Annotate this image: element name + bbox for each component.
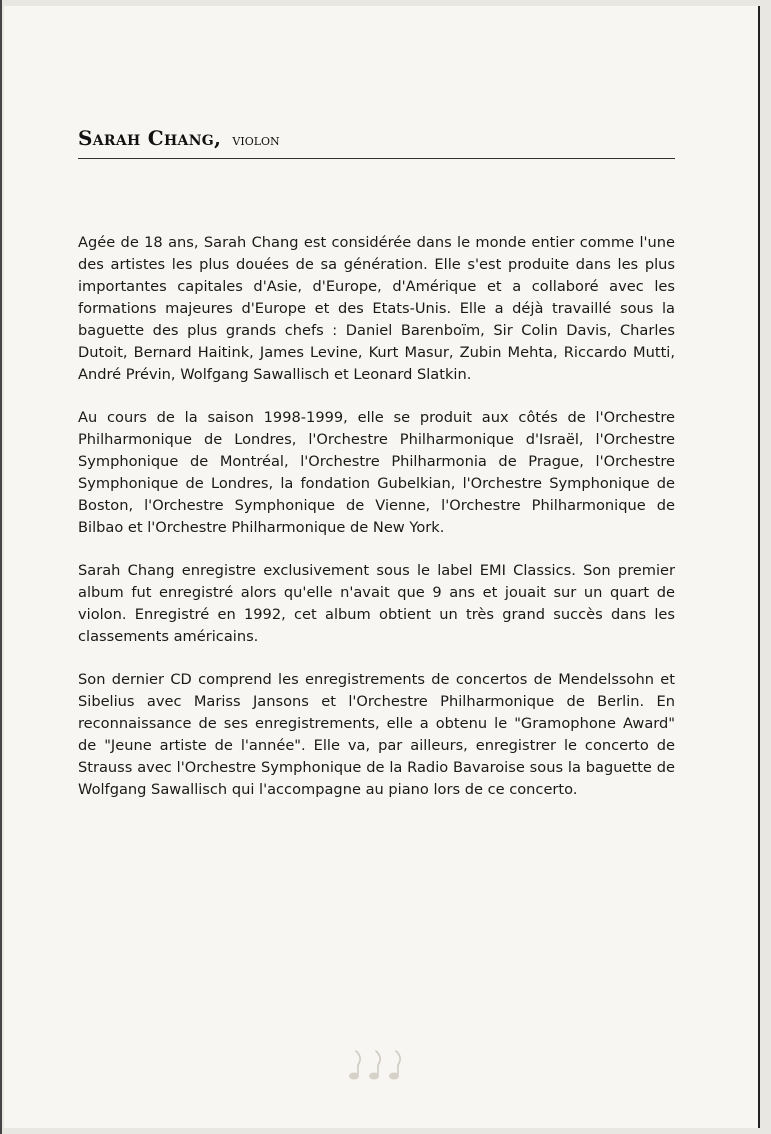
paragraph-season: Au cours de la saison 1998-1999, elle se produit aux côtés de l'Orchestre Philharmonique de Londres, l'Orchestre Philharmonique d'Israël, l'Orchestre Symphonique de Montréal, l'Orchestre Philharmonia de Prague, l'Orchestre Symphonique de Londres, la fondation Gubelkian, l'Orchestre Symphonique de Boston, l'Orchestre Symphonique de Vienne, l'Orchestre Philharmonique de Bilbao et l'Orchestre Philharmonique de New York. — [78, 409, 675, 536]
paragraph-intro: Agée de 18 ans, Sarah Chang est considérée dans le monde entier comme l'une des artistes les plus douées de sa génération. Elle s'est produite dans les plus importantes capitales d'Asie, d'Europe, d'Amérique et a collaboré avec les formations majeures d'Europe et des Etats-Unis. Elle a déjà travaillé sous la baguette des plus grands chefs : Daniel Barenboïm, Sir Colin Davis, Charles Dutoit, Bernard Haitink, James Levine, Kurt Masur, Zubin Mehta, Riccardo Mutti, André Prévin, Wolfgang Sawallisch et Leonard Slatkin. — [78, 234, 675, 383]
paragraph-recordings: Sarah Chang enregistre exclusivement sous le label EMI Classics. Son premier album fut enregistré alors qu'elle n'avait que 9 ans et jouait sur un quart de violon. Enregistré en 1992, cet album obtient un très grand succès dans les classements américains. — [78, 562, 675, 645]
biography-body — [78, 232, 675, 822]
music-notes-ornament-icon — [338, 1045, 414, 1085]
scan-edge — [0, 0, 2, 1134]
biography-header — [78, 126, 675, 159]
artist-name: Sarah Chang, — [78, 126, 222, 150]
artist-instrument: violon — [232, 131, 280, 149]
paragraph-latest-cd: Son dernier CD comprend les enregistrements de concertos de Mendelssohn et Sibelius avec Mariss Jansons et l'Orchestre Philharmonique de Berlin. En reconnaissance de ses enregistrements, elle a obtenu le "Gramophone Award" de "Jeune artiste de l'année". Elle va, par ailleurs, enregistrer le concerto de Strauss avec l'Orchestre Symphonique de la Radio Bavaroise sous la baguette de Wolfgang Sawallisch qui l'accompagne au piano lors de ce concerto. — [78, 671, 675, 798]
